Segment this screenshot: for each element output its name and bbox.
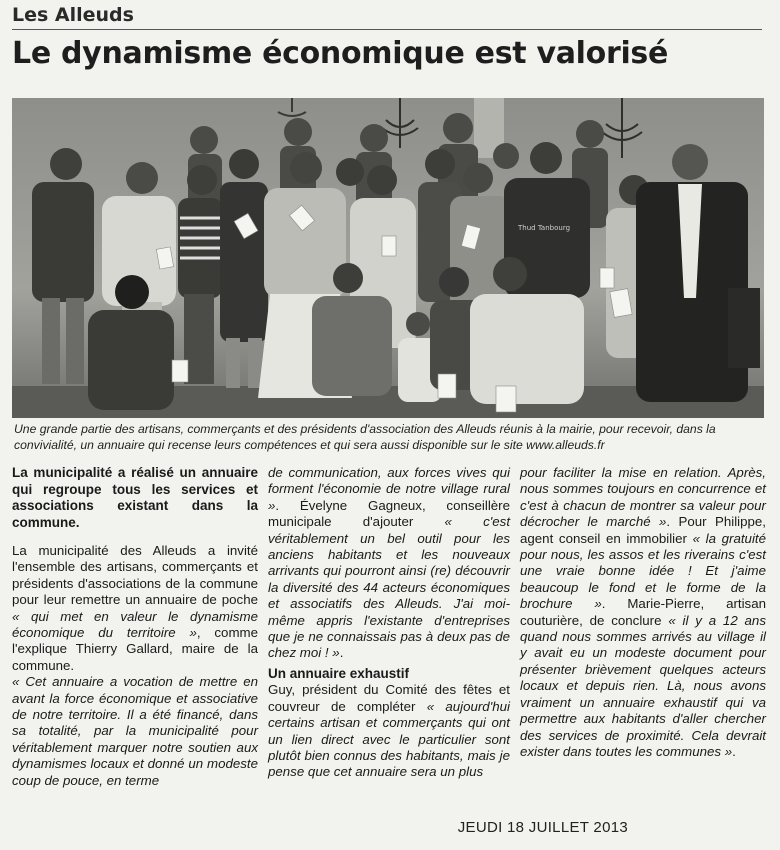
article-column-2 [268,465,510,781]
col3-paragraph-1: pour faciliter la mise en relation. Après, nous sommes toujours en concurrence et c'est à chacun de montrer sa valeur pour décrocher le marché ». Pour Philippe, agent conseil en immobilier « la gratuité pour nous, les assos et les riverains c'est une vraie bonne idée ! Et j'aime beaucoup le fond et le forme de la brochure ». Marie-Pierre, artisan couturière, de conclure « il y a 12 ans quand nous sommes arrivés au village il y avait eu un modeste document pour présenter brièvement quelques acteurs locaux et depuis rien. Là, nous avons vraiment un annuaire exhaustif qui va permettre aux habitants d'aller chercher des services de proximité. Cela devrait exister dans toutes les communes ». [520,465,766,759]
col2-paragraph-2: Guy, président du Comité des fêtes et couvreur de compléter « aujourd'hui certains artisan et commerçants qui ont un lien direct avec le particulier sont plutôt bien connus des habitants, mais je pense que cet annuaire sera un plus [268,682,510,780]
col2-paragraph-1: de communication, aux forces vives qui forment l'économie de notre village rural ». Évelyne Gagneux, conseillère municipale d'ajouter « c'est véritablement un bel outil pour les anciens habitants et les nouveaux arrivants qui pourront ainsi (re) découvrir la diversité des 44 acteurs économiques et associatifs des Alleuds. J'ai moi-même appris l'existante d'entreprises que je ne connaissais pas à deux pas de chez moi ! ». [268,465,511,661]
publication-date: JEUDI 18 JUILLET 2013 [457,819,628,836]
shirt-text: Thud Tanbourg [518,224,571,232]
section-label: Les Alleuds [12,4,134,26]
subheading: Un annuaire exhaustif [268,665,410,681]
article-column-3 [520,465,766,760]
col1-paragraph-2: « Cet annuaire a vocation de mettre en avant la force économique et associative de notre territoire. Il a été financé, dans sa totalité, par la municipalité pour véritablement marquer notre soutien aux dynamismes locaux et donné un modeste coup de pouce, en terme [12,674,258,788]
article-lead: La municipalité a réalisé un annuaire qui regroupe tous les services et associations existant dans la commune. [12,465,258,530]
photo-caption: Une grande partie des artisans, commerçants et des présidents d'association des Alleuds réunis à la mairie, pour recevoir, dans la convivialité, un annuaire qui recense leurs compétences et qui sera aussi disponible sur le site www.alleuds.fr [14,422,716,452]
article-column-1 [12,465,258,789]
col1-paragraph-1: La municipalité des Alleuds a invité l'ensemble des artisans, commerçants et présidents d'associations de la commune pour leur remettre un annuaire de poche « qui met en valeur le dynamisme économique du territoire », comme l'explique Thierry Gallard, maire de la commune. [12,543,259,673]
headline: Le dynamisme économique est valorisé [12,36,669,71]
group-photo [12,98,764,418]
section-rule [12,29,762,30]
